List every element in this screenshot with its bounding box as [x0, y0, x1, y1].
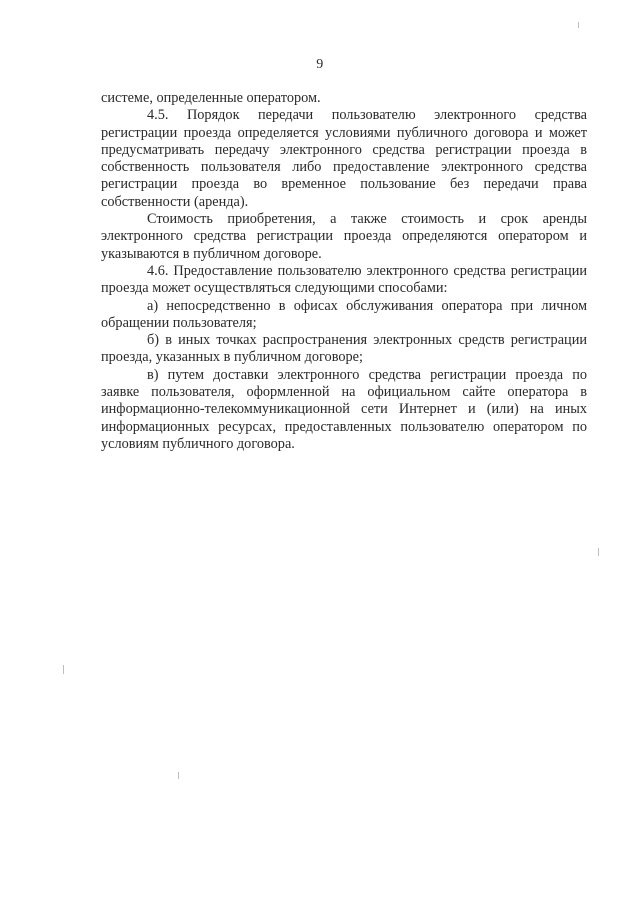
- list-item-v: в) путем доставки электронного средства регистрации проезда по заявке пользователя, оформленной на официальном сайте оператора в информационно-телекоммуникационной сети Интернет и (или) на иных информационных ресурсах, предоставленных пользователю оператором по условиям публичного договора.: [101, 366, 587, 452]
- scan-speck: [578, 22, 579, 28]
- list-item-b: б) в иных точках распространения электронных средств регистрации проезда, указанных в публичном договоре;: [101, 332, 587, 366]
- paragraph-cost: Стоимость приобретения, а также стоимость и срок аренды электронного средства регистрации проезда определяются оператором и указываются в публичном договоре.: [101, 211, 587, 262]
- page-number: 9: [316, 57, 324, 72]
- scan-speck: [178, 772, 179, 779]
- scan-speck: [598, 548, 599, 556]
- document-body: [101, 90, 587, 453]
- scan-speck: [63, 665, 64, 674]
- paragraph-clause-4-5: 4.5. Порядок передачи пользователю электронного средства регистрации проезда определяется условиями публичного договора и может предусматривать передачу электронного средства регистрации проезда в собственность пользователя либо предоставление электронного средства регистрации проезда во временное пользование без передачи права собственности (аренда).: [101, 107, 587, 210]
- paragraph-continuation: системе, определенные оператором.: [101, 90, 321, 106]
- paragraph-clause-4-6: 4.6. Предоставление пользователю электронного средства регистрации проезда может осуществляться следующими способами:: [101, 262, 587, 297]
- list-item-a: а) непосредственно в офисах обслуживания оператора при личном обращении пользователя;: [101, 297, 587, 331]
